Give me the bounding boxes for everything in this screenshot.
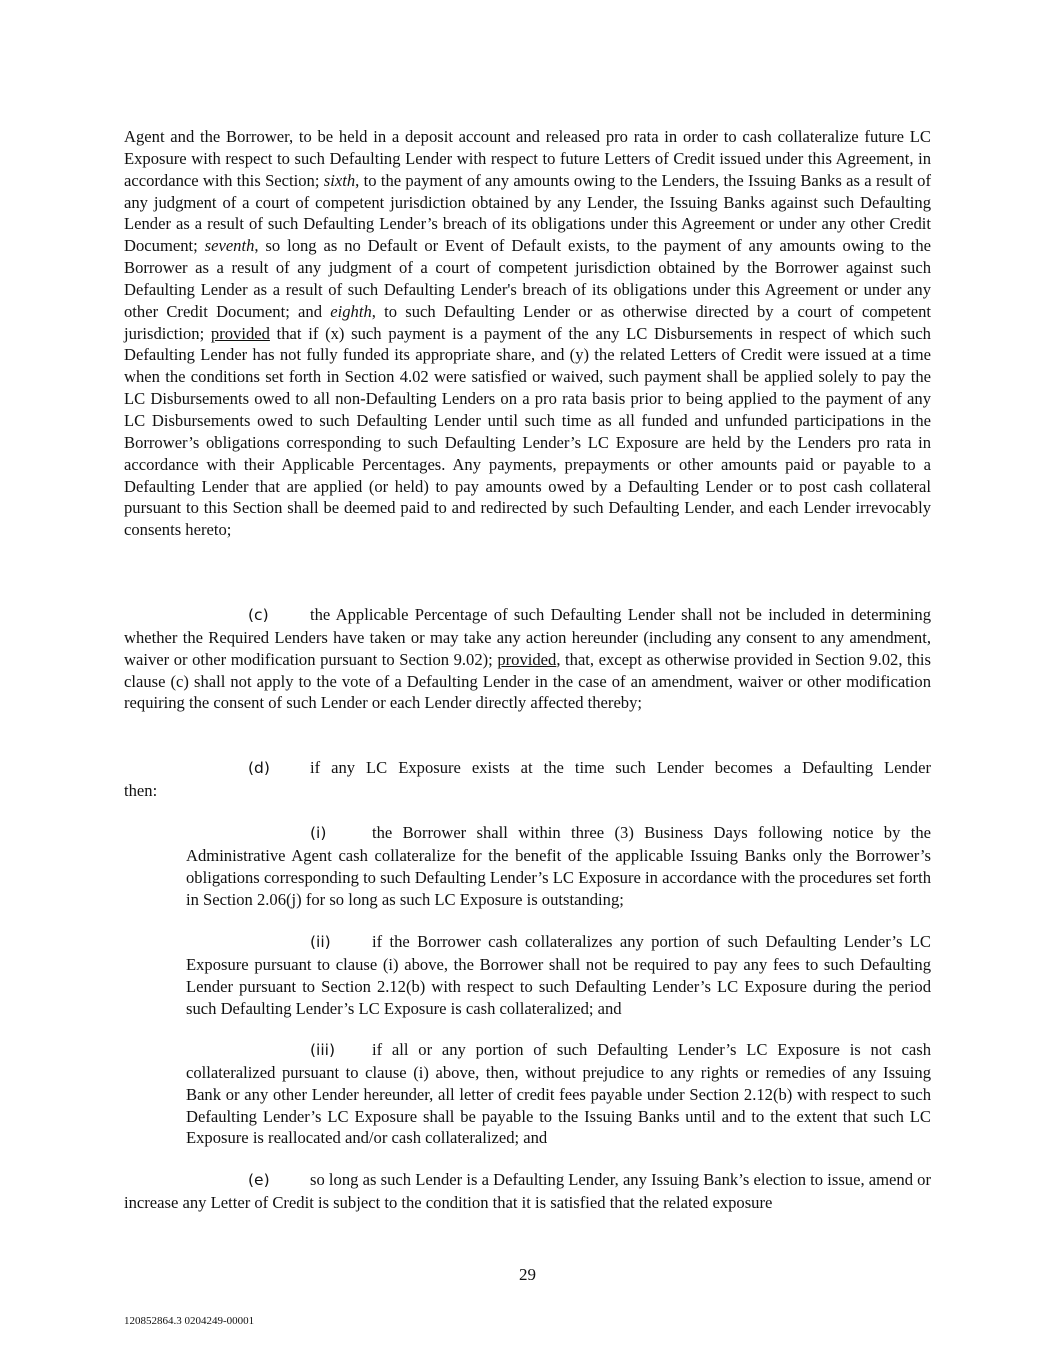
paragraph-continuation (124, 126, 931, 541)
text-run: then: (124, 780, 158, 800)
text-run: the Borrower shall within three (3) Business Days following notice by the Administrative Agent cash collateralize for the benefit of the applicable Issuing Banks only the Borrower’s obligations corresponding to such Defaulting Lender’s LC Exposure in accordance with the procedures set forth in Section 2.06(j) for so long as such LC Exposure is outstanding; (186, 823, 931, 909)
italic-term-sixth: sixth (323, 170, 356, 190)
italic-term-eighth: eighth (330, 301, 372, 321)
clause-d-first-line (124, 757, 931, 780)
underlined-term-provided: provided (210, 323, 270, 343)
text-run: , that, except as otherwise provided in Section 9.02, this clause (c) shall not apply to the vote of a Defaulting Lender in the case of an amendment, waiver or other modification requiring the consent of such Lender or each Lender directly affected thereby; (124, 649, 931, 713)
text-run: that if (x) such payment is a payment of the any LC Disbursements in respect of which such Defaulting Lender has not fully funded its appropriate share, and (y) the related Letters of Credit were issued at a time when the conditions set forth in Section 4.02 were satisfied or waived, such payment shall be applied solely to pay the LC Disbursements owed to all non-Defaulting Lenders on a pro rata basis prior to being applied to the payment of any LC Disbursements owed to such Defaulting Lender until such time as all funded and unfunded participations in the Borrower’s obligations corresponding to such Defaulting Lender’s LC Exposure are held by the Lenders pro rata in accordance with their Applicable Percentages. Any payments, prepayments or other amounts paid or payable to a Defaulting Lender that are applied (or held) to pay amounts owed by a Defaulting Lender or to post cash collateral pursuant to this Section shall be deemed paid to and redirected by such Defaulting Lender, and each Lender irrevocably consents hereto; (124, 323, 931, 540)
clause-label: (ii) (310, 933, 331, 951)
underlined-term-provided: provided (497, 649, 557, 669)
text-run: , to the payment of any amounts owing to the Lenders, the Issuing Banks as a result of any judgment of a court of competent jurisdiction obtained by any Lender, the Issuing Banks against such Defaulting Lender as a result of such Defaulting Lender’s breach of its obligations under this Agreement or under any other Credit Document; (124, 170, 931, 256)
clause-label: (i) (310, 824, 327, 842)
page-number: 29 (519, 1265, 536, 1284)
text-run: , so long as no Default or Event of Default exists, to the payment of any amounts owing to the Borrower as a result of any judgment of a court of competent jurisdiction obtained by the Borrower against such Defaulting Lender as a result of such Defaulting Lender's breach of its obligations under this Agreement or under any other Credit Document; and (124, 236, 931, 321)
italic-term-seventh: seventh (204, 236, 255, 256)
text-run: Agent and the Borrower, to be held in a deposit account and released pro rata in order to cash collateralize future LC Exposure with respect to such Defaulting Lender with respect to future Letters of Credit issued under this Agreement, in accordance with this Section; (124, 127, 931, 190)
clause-e (124, 1169, 931, 1214)
subclause-iii (186, 1039, 931, 1149)
text-run: if all or any portion of such Defaulting Lender’s LC Exposure is not cash collateralized pursuant to clause (i) above, then, without prejudice to any rights or remedies of any Issuing Bank or any other Lender hereunder, all letter of credit fees payable under Section 2.12(b) with respect to such Defaulting Lender’s LC Exposure shall be payable to the Issuing Banks until and to the extent that such LC Exposure is reallocated and/or cash collateralized; and (186, 1040, 931, 1148)
clause-c (124, 604, 931, 714)
text-run: so long as such Lender is a Defaulting Lender, any Issuing Bank’s election to issue, amend or increase any Letter of Credit is subject to the condition that it is satisfied that the related exposure (124, 1170, 931, 1212)
subclause-ii (186, 931, 931, 1019)
text-run: if any LC Exposure exists at the time such Lender becomes a Defaulting Lender (310, 758, 931, 777)
clause-d (124, 757, 931, 802)
clause-label: (iii) (310, 1041, 336, 1059)
text-run: if the Borrower cash collateralizes any portion of such Defaulting Lender’s LC Exposure pursuant to clause (i) above, the Borrower shall not be required to pay any fees to such Defaulting Lender pursuant to Section 2.12(b) with respect to such Defaulting Lender’s LC Exposure during the period such Defaulting Lender’s LC Exposure is cash collateralized; and (186, 932, 931, 1018)
clause-label: (d) (248, 759, 270, 777)
subclause-i (186, 822, 931, 910)
text-run: , to such Defaulting Lender or as otherwise directed by a court of competent jurisdiction; (124, 301, 931, 343)
text-run: the Applicable Percentage of such Defaulting Lender shall not be included in determining whether the Required Lenders have taken or may take any action hereunder (including any consent to any amendment, waiver or other modification pursuant to Section 9.02); (124, 605, 931, 669)
clause-label: (e) (248, 1171, 270, 1189)
document-id-footer: 120852864.3 0204249-00001 (124, 1315, 255, 1327)
clause-label: (c) (248, 606, 269, 624)
